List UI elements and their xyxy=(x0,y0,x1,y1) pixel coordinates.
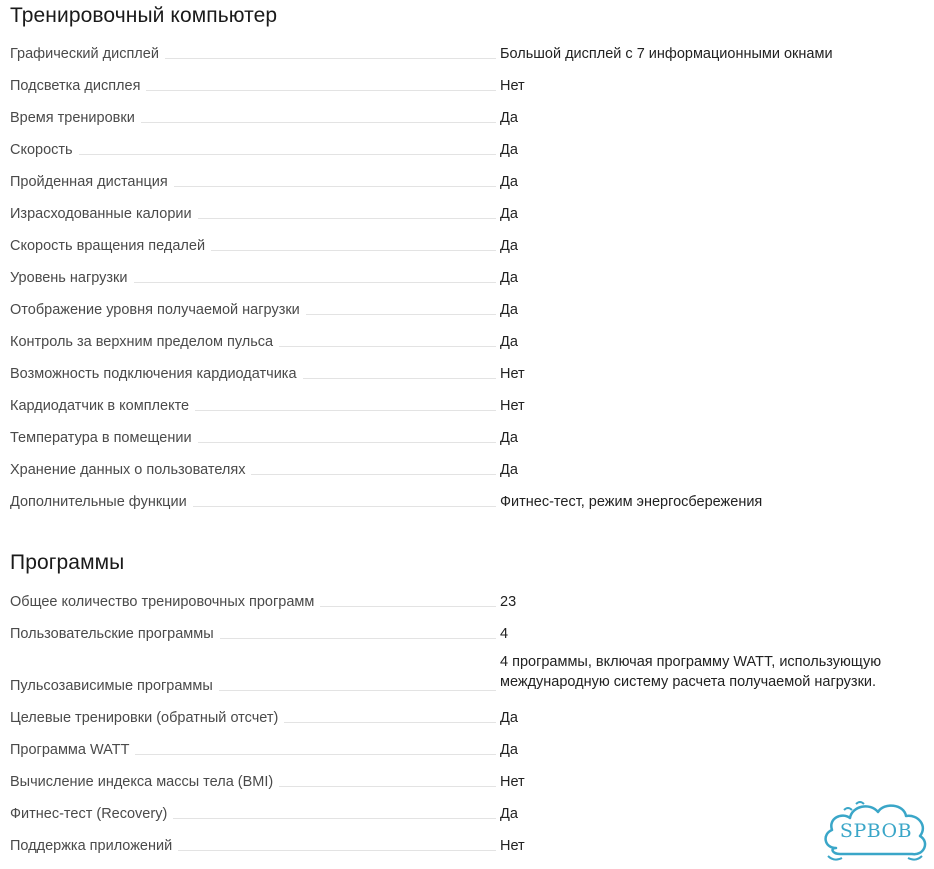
spec-value: Да xyxy=(500,742,518,758)
dotted-leader xyxy=(135,754,496,755)
spec-name-cell xyxy=(10,617,500,649)
spec-value: Да xyxy=(500,710,518,726)
dotted-leader xyxy=(219,690,496,691)
dotted-leader xyxy=(193,506,496,507)
spec-name-cell xyxy=(10,357,500,389)
spec-name: Кардиодатчик в комплекте xyxy=(10,397,195,415)
dotted-leader xyxy=(251,474,496,475)
spec-value: Нет xyxy=(500,774,525,790)
section-title-computer: Тренировочный компьютер xyxy=(10,4,278,27)
spec-value: Да xyxy=(500,462,518,478)
spec-name-cell xyxy=(10,733,500,765)
spec-name: Подсветка дисплея xyxy=(10,77,146,95)
spec-row xyxy=(10,293,924,325)
watermark-text: SPBOB xyxy=(839,820,913,842)
spec-name-cell xyxy=(10,797,500,829)
spec-name: Пройденная дистанция xyxy=(10,173,174,191)
spec-row xyxy=(10,261,924,293)
spec-name-cell xyxy=(10,325,500,357)
dotted-leader xyxy=(79,154,496,155)
spec-name: Отображение уровня получаемой нагрузки xyxy=(10,301,306,319)
spec-name: Вычисление индекса массы тела (BMI) xyxy=(10,773,279,791)
spec-row xyxy=(10,101,924,133)
spec-value: Да xyxy=(500,334,518,350)
spec-name-cell xyxy=(10,585,500,617)
spec-value: Да xyxy=(500,806,518,822)
dotted-leader xyxy=(195,410,496,411)
spec-name: Скорость вращения педалей xyxy=(10,237,211,255)
spec-value: Нет xyxy=(500,78,525,94)
spec-row xyxy=(10,797,924,829)
spec-row xyxy=(10,829,924,861)
spec-name: Пользовательские программы xyxy=(10,625,220,643)
spec-name-cell xyxy=(10,389,500,421)
spec-row xyxy=(10,389,924,421)
spec-row xyxy=(10,765,924,797)
dotted-leader xyxy=(306,314,496,315)
spec-name-cell xyxy=(10,229,500,261)
spec-table-programs xyxy=(10,585,924,861)
spec-name-cell xyxy=(10,701,500,733)
spec-row xyxy=(10,617,924,649)
spec-name-cell xyxy=(10,133,500,165)
spec-row xyxy=(10,421,924,453)
dotted-leader xyxy=(198,218,496,219)
spec-value: Фитнес-тест, режим энергосбережения xyxy=(500,494,763,510)
dotted-leader xyxy=(174,186,496,187)
spec-value: Нет xyxy=(500,366,525,382)
spec-name: Программа WATT xyxy=(10,741,135,759)
spec-value: Нет xyxy=(500,838,525,854)
spec-row xyxy=(10,69,924,101)
spec-name-cell xyxy=(10,261,500,293)
spec-value: Да xyxy=(500,270,518,286)
spec-name-cell xyxy=(10,649,500,701)
spec-name-cell xyxy=(10,69,500,101)
spec-table-computer xyxy=(10,37,924,517)
spec-name-cell xyxy=(10,165,500,197)
spec-name: Пульсозависимые программы xyxy=(10,677,219,695)
spec-row xyxy=(10,197,924,229)
spec-name-cell xyxy=(10,101,500,133)
spec-name: Возможность подключения кардиодатчика xyxy=(10,365,303,383)
spec-row xyxy=(10,585,924,617)
section-title-programs: Программы xyxy=(10,551,125,574)
spec-name: Уровень нагрузки xyxy=(10,269,134,287)
spec-name: Время тренировки xyxy=(10,109,141,127)
spec-value: Да xyxy=(500,142,518,158)
dotted-leader xyxy=(198,442,496,443)
spec-name-cell xyxy=(10,453,500,485)
dotted-leader xyxy=(220,638,496,639)
dotted-leader xyxy=(320,606,496,607)
spec-name-cell xyxy=(10,765,500,797)
spec-row xyxy=(10,649,924,701)
spec-value: Да xyxy=(500,430,518,446)
spec-value: 4 xyxy=(500,626,509,642)
dotted-leader xyxy=(141,122,496,123)
spec-name-cell xyxy=(10,421,500,453)
spec-value: Большой дисплей с 7 информационными окнами xyxy=(500,46,833,62)
spec-row xyxy=(10,165,924,197)
dotted-leader xyxy=(146,90,496,91)
spec-row xyxy=(10,133,924,165)
spec-row xyxy=(10,37,924,69)
dotted-leader xyxy=(134,282,497,283)
spec-name-cell xyxy=(10,197,500,229)
spec-value: 23 xyxy=(500,594,517,610)
spec-row xyxy=(10,701,924,733)
spec-name: Скорость xyxy=(10,141,79,159)
spec-name: Графический дисплей xyxy=(10,45,165,63)
spec-value: Да xyxy=(500,206,518,222)
spec-row xyxy=(10,453,924,485)
spec-value: Да xyxy=(500,238,518,254)
watermark-logo xyxy=(820,798,932,864)
dotted-leader xyxy=(303,378,496,379)
spec-name: Целевые тренировки (обратный отсчет) xyxy=(10,709,284,727)
spec-value: Да xyxy=(500,174,518,190)
spec-name: Израсходованные калории xyxy=(10,205,198,223)
spec-value: Нет xyxy=(500,398,525,414)
dotted-leader xyxy=(284,722,496,723)
dotted-leader xyxy=(211,250,496,251)
spec-value: Да xyxy=(500,302,518,318)
dotted-leader xyxy=(165,58,496,59)
spec-row xyxy=(10,229,924,261)
spec-name: Фитнес-тест (Recovery) xyxy=(10,805,173,823)
spec-name-cell xyxy=(10,485,500,517)
spec-value: Да xyxy=(500,110,518,126)
spec-name-cell xyxy=(10,37,500,69)
spec-name: Хранение данных о пользователях xyxy=(10,461,251,479)
spec-row xyxy=(10,485,924,517)
dotted-leader xyxy=(178,850,496,851)
spec-row xyxy=(10,733,924,765)
spec-row xyxy=(10,357,924,389)
spec-name: Общее количество тренировочных программ xyxy=(10,593,320,611)
spec-name: Температура в помещении xyxy=(10,429,198,447)
spec-value: 4 программы, включая программу WATT, использующую международную систему расчета получаемой нагрузки. xyxy=(500,654,882,690)
spec-name-cell xyxy=(10,829,500,861)
dotted-leader xyxy=(279,786,496,787)
spec-name-cell xyxy=(10,293,500,325)
spec-name: Контроль за верхним пределом пульса xyxy=(10,333,279,351)
spec-name: Поддержка приложений xyxy=(10,837,178,855)
spec-row xyxy=(10,325,924,357)
dotted-leader xyxy=(279,346,496,347)
spec-name: Дополнительные функции xyxy=(10,493,193,511)
dotted-leader xyxy=(173,818,496,819)
